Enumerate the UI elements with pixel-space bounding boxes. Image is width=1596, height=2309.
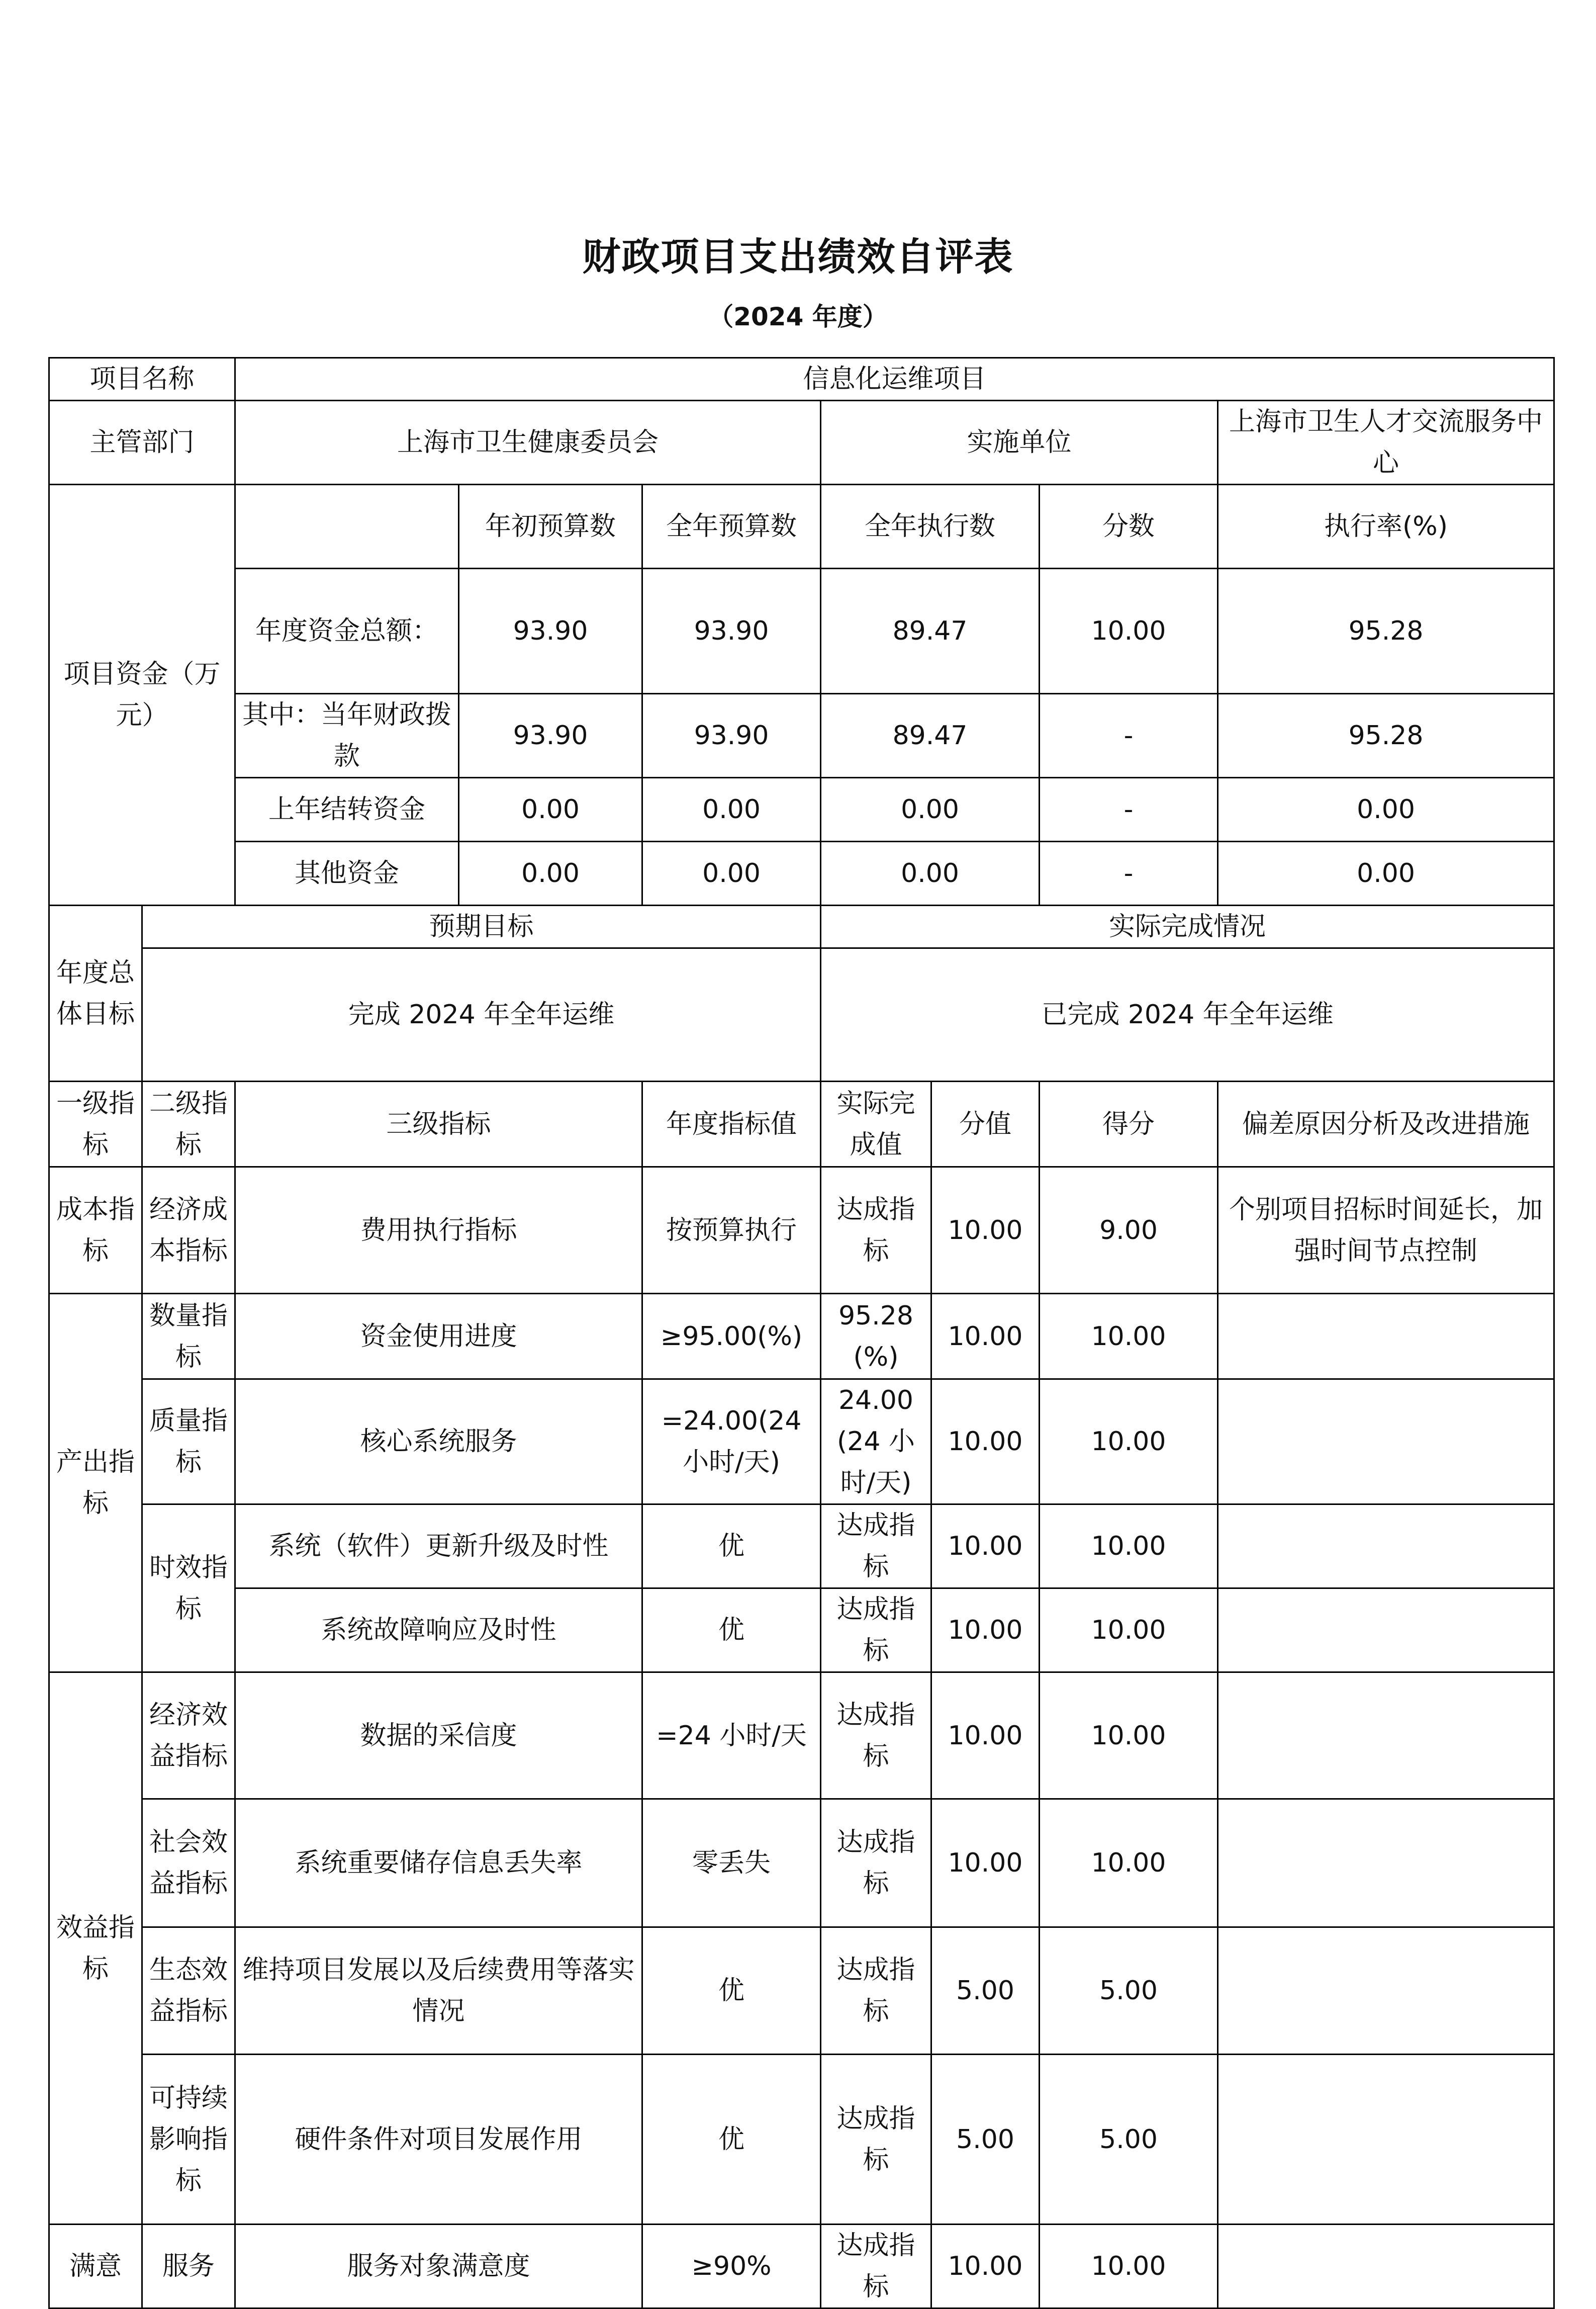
note-cell <box>1218 1588 1554 1672</box>
level3-cell: 系统（软件）更新升级及时性 <box>235 1504 642 1588</box>
score-cell: 9.00 <box>1040 1167 1218 1294</box>
impl-value: 上海市卫生人才交流服务中心 <box>1218 401 1554 485</box>
target-cell: 优 <box>642 1927 821 2055</box>
funds-cell: 0.00 <box>1218 778 1554 842</box>
actual-cell: 达成指标 <box>821 1672 931 1799</box>
note-cell <box>1218 1799 1554 1927</box>
funds-cell: 0.00 <box>642 778 821 842</box>
indicator-header: 得分 <box>1040 1082 1218 1167</box>
funds-cell: 93.90 <box>459 694 642 778</box>
target-cell: ≥90% <box>642 2225 821 2308</box>
score-cell: 10.00 <box>1040 2225 1218 2308</box>
level3-cell: 资金使用进度 <box>235 1294 642 1379</box>
funds-header: 执行率(%) <box>1218 485 1554 569</box>
target-cell: =24 小时/天 <box>642 1672 821 1799</box>
score-cell: 10.00 <box>1040 1504 1218 1588</box>
level3-cell: 核心系统服务 <box>235 1379 642 1504</box>
funds-header: 分数 <box>1040 485 1218 569</box>
weight-cell: 10.00 <box>931 1379 1040 1504</box>
funds-cell: 0.00 <box>821 778 1040 842</box>
target-cell: 优 <box>642 1504 821 1588</box>
expected-goal-header: 预期目标 <box>142 906 821 948</box>
level2-cell: 经济成本指标 <box>142 1167 235 1294</box>
score-cell: 10.00 <box>1040 1379 1218 1504</box>
funds-cell: 0.00 <box>821 842 1040 906</box>
indicator-header: 分值 <box>931 1082 1040 1167</box>
dept-label: 主管部门 <box>49 401 235 485</box>
indicator-header: 一级指标 <box>49 1082 142 1167</box>
dept-value: 上海市卫生健康委员会 <box>235 401 821 485</box>
indicator-header: 三级指标 <box>235 1082 642 1167</box>
actual-cell: 达成指标 <box>821 1167 931 1294</box>
weight-cell: 10.00 <box>931 1588 1040 1672</box>
note-cell <box>1218 1672 1554 1799</box>
funds-cell: 89.47 <box>821 694 1040 778</box>
actual-cell: 达成指标 <box>821 1799 931 1927</box>
level1-cell: 产出指标 <box>49 1294 142 1672</box>
target-cell: 优 <box>642 1588 821 1672</box>
actual-cell: 达成指标 <box>821 1504 931 1588</box>
actual-cell: 24.00(24 小时/天) <box>821 1379 931 1504</box>
expected-goal-text: 完成 2024 年全年运维 <box>142 948 821 1082</box>
note-cell <box>1218 2225 1554 2308</box>
indicator-header: 年度指标值 <box>642 1082 821 1167</box>
level3-cell: 系统重要储存信息丢失率 <box>235 1799 642 1927</box>
document-title: 财政项目支出绩效自评表 <box>582 234 1014 279</box>
funds-cell: 0.00 <box>459 842 642 906</box>
funds-cell: 0.00 <box>642 842 821 906</box>
funds-header: 年初预算数 <box>459 485 642 569</box>
level3-cell: 系统故障响应及时性 <box>235 1588 642 1672</box>
funds-cell: 93.90 <box>642 569 821 694</box>
weight-cell: 10.00 <box>931 1167 1040 1294</box>
funds-cell: - <box>1040 842 1218 906</box>
funds-header-blank <box>235 485 459 569</box>
score-cell: 10.00 <box>1040 1588 1218 1672</box>
level1-cell: 效益指标 <box>49 1672 142 2225</box>
level2-cell: 数量指标 <box>142 1294 235 1379</box>
funds-row-label: 上年结转资金 <box>235 778 459 842</box>
funds-cell: 95.28 <box>1218 569 1554 694</box>
weight-cell: 10.00 <box>931 2225 1040 2308</box>
actual-cell: 达成指标 <box>821 2225 931 2308</box>
level3-cell: 服务对象满意度 <box>235 2225 642 2308</box>
project-name-label: 项目名称 <box>49 358 235 401</box>
target-cell: 零丢失 <box>642 1799 821 1927</box>
weight-cell: 10.00 <box>931 1799 1040 1927</box>
funds-cell: 93.90 <box>459 569 642 694</box>
note-cell: 个别项目招标时间延长，加强时间节点控制 <box>1218 1167 1554 1294</box>
score-cell: 10.00 <box>1040 1799 1218 1927</box>
actual-cell: 95.28(%) <box>821 1294 931 1379</box>
note-cell <box>1218 1379 1554 1504</box>
target-cell: ≥95.00(%) <box>642 1294 821 1379</box>
funds-row-label: 其他资金 <box>235 842 459 906</box>
funds-cell: 89.47 <box>821 569 1040 694</box>
level1-cell: 满意 <box>49 2225 142 2308</box>
funds-cell: 95.28 <box>1218 694 1554 778</box>
funds-cell: 0.00 <box>1218 842 1554 906</box>
level2-cell: 经济效益指标 <box>142 1672 235 1799</box>
target-cell: 按预算执行 <box>642 1167 821 1294</box>
indicator-header: 二级指标 <box>142 1082 235 1167</box>
note-cell <box>1218 1927 1554 2055</box>
funds-header: 全年执行数 <box>821 485 1040 569</box>
actual-goal-header: 实际完成情况 <box>821 906 1554 948</box>
score-cell: 10.00 <box>1040 1294 1218 1379</box>
target-cell: =24.00(24 小时/天) <box>642 1379 821 1504</box>
level2-cell: 时效指标 <box>142 1504 235 1672</box>
target-cell: 优 <box>642 2055 821 2225</box>
funds-header: 全年预算数 <box>642 485 821 569</box>
level3-cell: 硬件条件对项目发展作用 <box>235 2055 642 2225</box>
note-cell <box>1218 1504 1554 1588</box>
weight-cell: 10.00 <box>931 1672 1040 1799</box>
level3-cell: 维持项目发展以及后续费用等落实情况 <box>235 1927 642 2055</box>
goals-label: 年度总体目标 <box>49 906 142 1082</box>
funds-cell: 10.00 <box>1040 569 1218 694</box>
indicator-header: 偏差原因分析及改进措施 <box>1218 1082 1554 1167</box>
level3-cell: 数据的采信度 <box>235 1672 642 1799</box>
note-cell <box>1218 1294 1554 1379</box>
actual-cell: 达成指标 <box>821 2055 931 2225</box>
level2-cell: 可持续影响指标 <box>142 2055 235 2225</box>
funds-row-label: 年度资金总额： <box>235 569 459 694</box>
funds-cell: - <box>1040 694 1218 778</box>
level3-cell: 费用执行指标 <box>235 1167 642 1294</box>
level2-cell: 社会效益指标 <box>142 1799 235 1927</box>
impl-label: 实施单位 <box>821 401 1218 485</box>
level2-cell: 质量指标 <box>142 1379 235 1504</box>
level2-cell: 生态效益指标 <box>142 1927 235 2055</box>
actual-cell: 达成指标 <box>821 1927 931 2055</box>
weight-cell: 5.00 <box>931 2055 1040 2225</box>
score-cell: 10.00 <box>1040 1672 1218 1799</box>
level1-cell: 成本指标 <box>49 1167 142 1294</box>
level2-cell: 服务 <box>142 2225 235 2308</box>
weight-cell: 5.00 <box>931 1927 1040 2055</box>
weight-cell: 10.00 <box>931 1294 1040 1379</box>
score-cell: 5.00 <box>1040 1927 1218 2055</box>
performance-table <box>48 357 1555 2309</box>
funds-cell: - <box>1040 778 1218 842</box>
funds-row-label: 其中：当年财政拨款 <box>235 694 459 778</box>
note-cell <box>1218 2055 1554 2225</box>
funds-label: 项目资金（万元） <box>49 485 235 906</box>
document-subtitle: （2024 年度） <box>708 302 888 331</box>
weight-cell: 10.00 <box>931 1504 1040 1588</box>
score-cell: 5.00 <box>1040 2055 1218 2225</box>
funds-cell: 93.90 <box>642 694 821 778</box>
project-name-value: 信息化运维项目 <box>235 358 1554 401</box>
indicator-header: 实际完成值 <box>821 1082 931 1167</box>
actual-goal-text: 已完成 2024 年全年运维 <box>821 948 1554 1082</box>
actual-cell: 达成指标 <box>821 1588 931 1672</box>
funds-cell: 0.00 <box>459 778 642 842</box>
